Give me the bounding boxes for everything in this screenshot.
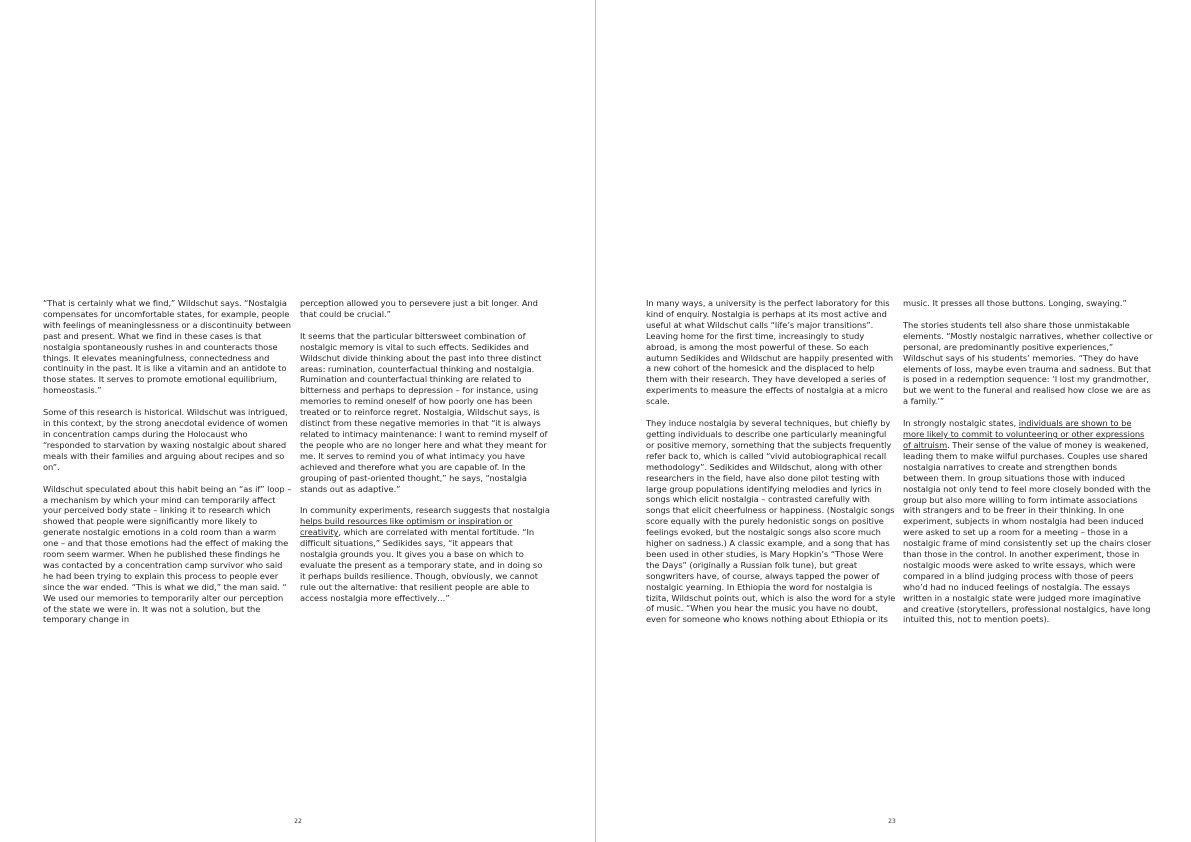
paragraph-text: . Their sense of the value of money is weakened, leading them to make wilful purchases. Couples use shared nostalgia narratives to create and strengthen bonds between them. In group situations those with induced nostalgia not only tend to feel more closely bonded with the group but also more willing to form intimate associations with strangers and to be freer in their thinking. In one experiment, subjects in whom nostalgia had been induced were asked to set up a room for a meeting – those in a nostalgic frame of mind consistently set up the chairs closer than those in the control. In another experiment, those in nostalgic moods were asked to write essays, which were compared in a blind judging process with those of peers who’d had no induced feelings of nostalgia. The essays written in a nostalgic state were judged more imaginative and creative (storytellers, professional nostalgics, have long intuited this, not to mention poets). <box>903 439 1152 625</box>
right-page-number: 23 <box>888 818 896 825</box>
paragraph <box>646 418 896 625</box>
paragraph-text: In strongly nostalgic states, <box>903 418 1019 429</box>
paragraph <box>646 298 896 407</box>
left-page <box>0 0 595 842</box>
left-page-number: 22 <box>294 818 302 825</box>
paragraph <box>903 418 1153 625</box>
paragraph <box>300 298 550 320</box>
paragraph <box>300 505 550 603</box>
paragraph <box>300 331 550 495</box>
right-page-column-2 <box>903 298 1153 636</box>
left-page-column-1 <box>43 298 293 636</box>
paragraph <box>43 298 293 396</box>
paragraph-text: It seems that the particular bittersweet combination of nostalgic memory is vital to such effects. Sedikides and Wildschut divide thinking about the past into three distinct areas: rumination, counterfactual thinking and nostalgia. Rumination and counterfactual thinking are related to bitterness and perhaps to depression – for instance, using memories to remind oneself of how poorly one has been treated or to reinforce regret. Nostalgia, Wildschut says, is distinct from these negative memories in that “it is always related to intimacy maintenance: I want to remind myself of the people who are no longer here and what they meant for me. It serves to remind you of what intimacy you have achieved and therefore what you are capable of. In the grouping of past-oriented thought,” he says, “nostalgia stands out as adaptive.” <box>300 330 548 494</box>
paragraph-text: The stories students tell also share those unmistakable elements. “Mostly nostalgic narratives, whether collective or personal, are predominantly positive experiences,” Wildschut says of his students’ memories. “They do have elements of loss, maybe even trauma and sadness. But that is posed in a redemption sequence: ‘I lost my grandmother, but we went to the funeral and realised how close we are as a family.’” <box>903 319 1153 407</box>
paragraph <box>903 320 1153 407</box>
inline-link[interactable]: individuals are shown to be more likely to commit to volunteering or other expressions of altruism <box>903 418 1145 450</box>
paragraph <box>43 484 293 626</box>
left-page-column-2 <box>300 298 550 615</box>
paragraph-text: perception allowed you to persevere just a bit longer. And that could be crucial.” <box>300 298 538 319</box>
paragraph-text: In many ways, a university is the perfect laboratory for this kind of enquiry. Nostalgia is perhaps at its most active and useful at what Wildschut calls “life’s major transitions”. Leaving home for the first time, increasingly to study abroad, is among the most powerful of these. So each autumn Sedikides and Wildschut are happily presented with a new cohort of the homesick and the displaced to help them with their research. They have developed a series of experiments to measure the effects of nostalgia at a micro scale. <box>646 298 894 407</box>
paragraph <box>903 298 1153 309</box>
paragraph-text: music. It presses all those buttons. Longing, swaying.” <box>903 298 1127 308</box>
paragraph-text: , which are correlated with mental fortitude. “In difficult situations,” Sedikides says, “it appears that nostalgia grounds you. It gives you a base on which to evaluate the present as a temporary state, and in doing so it perhaps builds resilience. Though, obviously, we cannot rule out the alternative: that resilient people are able to access nostalgia more effectively…” <box>300 527 543 603</box>
paragraph <box>43 407 293 472</box>
paragraph-text: Wildschut speculated about this habit being an “as if” loop – a mechanism by which your mind can temporarily affect your perceived body state – linking it to research which showed that people were significantly more likely to generate nostalgic emotions in a cold room than a warm one – and that those emotions had the effect of making the room seem warmer. When he published these findings he was contacted by a concentration camp survivor who said he had been trying to explain this process to people ever since the war ended. “This is what we did,” the man said. “ We used our memories to temporarily alter our perception of the state we were in. It was not a solution, but the temporary change in <box>43 483 292 625</box>
paragraph-text: “That is certainly what we find,” Wildschut says. “Nostalgia compensates for uncomfortable states, for example, people with feelings of meaninglessness or a discontinuity between past and present. What we find in these cases is that nostalgia spontaneously rushes in and counteracts those things. It elevates meaningfulness, connectedness and continuity in the past. It is like a vitamin and an antidote to those states. It serves to promote emotional equilibrium, homeostasis.” <box>43 298 291 396</box>
right-page <box>596 0 1191 842</box>
paragraph-text: Some of this research is historical. Wildschut was intrigued, in this context, by the strong anecdotal evidence of women in concentration camps during the Holocaust who “responded to starvation by waxing nostalgic about shared meals with their families and arguing about recipes and so on”. <box>43 407 288 472</box>
paragraph-text: In community experiments, research suggests that nostalgia <box>300 505 550 516</box>
inline-link[interactable]: helps build resources like optimism or inspiration or creativity <box>300 516 513 538</box>
paragraph-text: They induce nostalgia by several techniques, but chiefly by getting individuals to describe one particularly meaningful or positive memory, something that the subjects frequently refer back to, which is called “vivid autobiographical recall methodology”. Sedikides and Wildschut, along with other researchers in the field, have also done pilot testing with large group populations identifying melodies and lyrics in songs which elicit nostalgia – contrasted carefully with songs that elicit cheerfulness or happiness. (Nostalgic songs score equally with the purely hedonistic songs on positive feelings evoked, but the nostalgic songs also score much higher on sadness.) A classic example, and a song that has been used in other studies, is Mary Hopkin’s “Those Were the Days” (originally a Russian folk tune), but great songwriters have, of course, always tapped the power of nostalgic yearning. In Ethiopia the word for nostalgia is tizita, Wildschut points out, which is also the word for a style of music. “When you hear the music you have no doubt, even for someone who knows nothing about Ethiopia or its <box>646 418 896 625</box>
right-page-column-1 <box>646 298 896 636</box>
